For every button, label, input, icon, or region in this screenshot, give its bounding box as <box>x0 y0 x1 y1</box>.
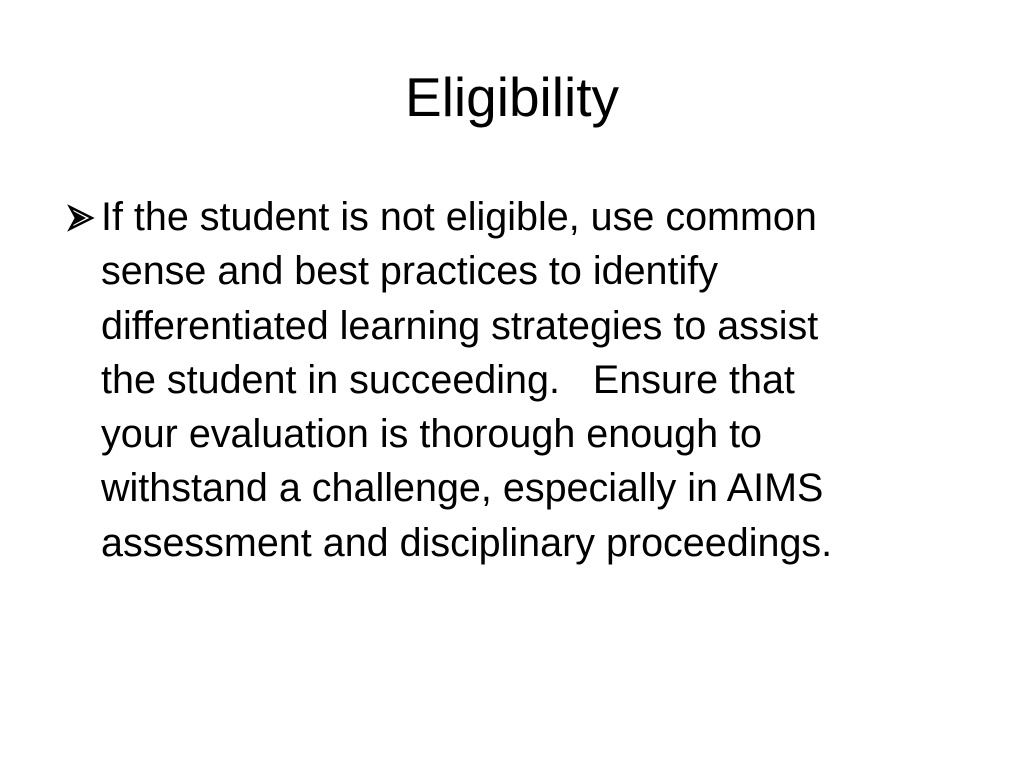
bullet-list <box>67 190 967 570</box>
arrow-bullet-icon <box>67 204 95 232</box>
bullet-item <box>67 190 967 570</box>
slide-title: Eligibility <box>405 66 619 128</box>
bullet-text-line: sense and best practices to identify <box>101 249 718 294</box>
bullet-text-line: differentiated learning strategies to assist <box>101 303 819 348</box>
bullet-text-line: your evaluation is thorough enough to <box>101 412 763 457</box>
bullet-text-line: If the student is not eligible, use common <box>101 195 817 239</box>
bullet-text-line: withstand a challenge, especially in AIMS <box>101 466 824 511</box>
bullet-text-line: the student in succeeding. Ensure that <box>101 357 795 402</box>
bullet-text-line: assessment and disciplinary proceedings. <box>101 520 833 565</box>
